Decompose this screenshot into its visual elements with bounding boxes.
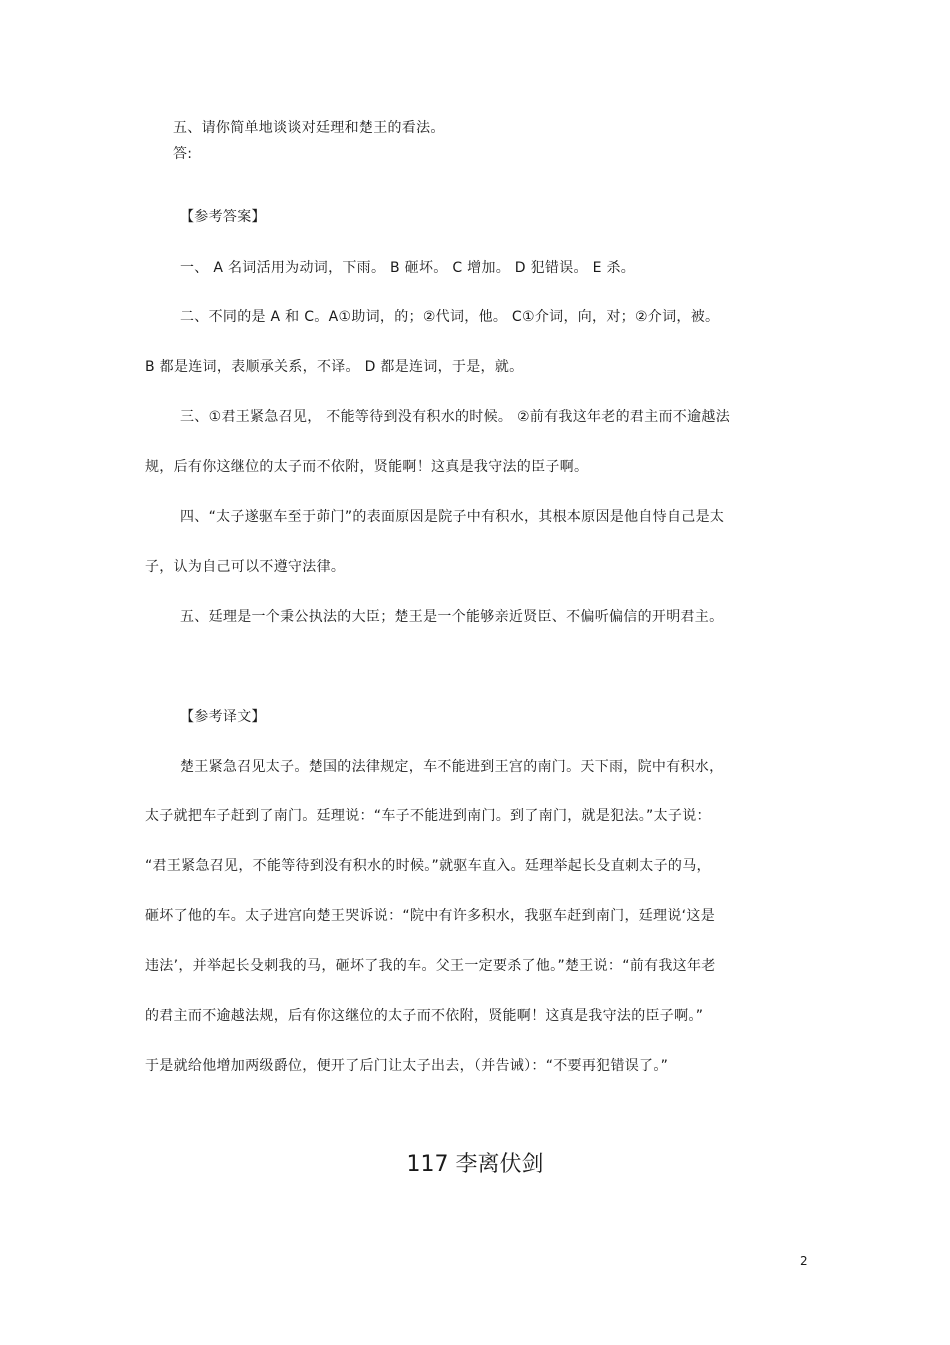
translation-line: 楚王紧急召见太子。楚国的法律规定，车不能进到王宫的南门。天下雨，院中有积水， (180, 759, 724, 775)
translation-line: 违法’，并举起长殳刺我的马，砸坏了我的车。父王一定要杀了他。”楚王说：“前有我这年老 (145, 958, 716, 974)
answer-2-line-2: B 都是连词，表顺承关系，不译。 D 都是连词，于是，就。 (145, 359, 524, 375)
translation-heading: 【参考译文】 (180, 709, 266, 725)
answers-heading: 【参考答案】 (180, 209, 266, 225)
answer-3-line-1: 三、①君王紧急召见， 不能等待到没有积水的时候。 ②前有我这年老的君主而不逾越法 (180, 409, 730, 425)
page-number: 2 (800, 1254, 808, 1268)
next-section-title: 117 李离伏剑 (406, 1152, 544, 1177)
answer-4-line-1: 四、“太子遂驱车至于茆门”的表面原因是院子中有积水，其根本原因是他自恃自己是太 (180, 509, 725, 525)
translation-line: 的君主而不逾越法规，后有你这继位的太子而不依附，贤能啊！这真是我守法的臣子啊。” (145, 1008, 704, 1024)
translation-line: 砸坏了他的车。太子进宫向楚王哭诉说：“院中有许多积水，我驱车赶到南门，廷理说‘这是 (145, 908, 716, 924)
answer-3-line-2: 规，后有你这继位的太子而不依附，贤能啊！这真是我守法的臣子啊。 (145, 459, 589, 475)
answer-label: 答: (173, 146, 193, 162)
answer-2-line-1: 二、不同的是 A 和 C。A①助词，的；②代词，他。 C①介词，向，对；②介词，被。 (180, 309, 720, 325)
answer-1: 一、 A 名词活用为动词，下雨。 B 砸坏。 C 增加。 D 犯错误。 E 杀。 (180, 260, 636, 276)
translation-line: 于是就给他增加两级爵位，便开了后门让太子出去，（并告诫）：“不要再犯错误了。” (145, 1058, 669, 1074)
translation-line: 太子就把车子赶到了南门。廷理说：“车子不能进到南门。到了南门，就是犯法。”太子说： (145, 808, 711, 824)
answer-4-line-2: 子，认为自己可以不遵守法律。 (145, 559, 346, 575)
question-5-prompt: 五、请你简单地谈谈对廷理和楚王的看法。 (173, 120, 445, 136)
translation-line: “君王紧急召见，不能等待到没有积水的时候。”就驱车直入。廷理举起长殳直刺太子的马， (145, 858, 711, 874)
answer-5: 五、廷理是一个秉公执法的大臣；楚王是一个能够亲近贤臣、不偏听偏信的开明君主。 (180, 609, 724, 625)
